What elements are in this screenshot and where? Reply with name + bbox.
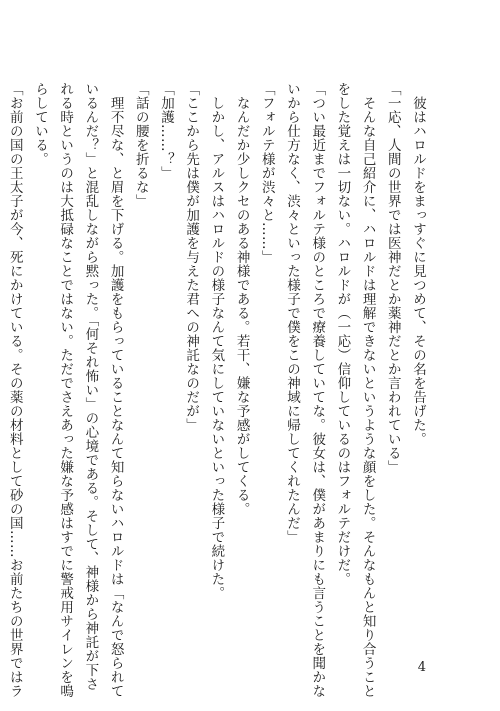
- vertical-text-body: [6, 82, 430, 698]
- page-number: 4: [417, 660, 426, 675]
- text-line: 「フォルテ様が渋々と……」: [258, 82, 275, 264]
- text-line: 「話の腰を折るな」: [132, 82, 149, 208]
- text-line: 「加護……？」: [157, 82, 174, 180]
- text-line: をした覚えは一切ない。ハロルドが（一応）信仰しているのはフォルテだけだ。: [334, 82, 351, 586]
- text-line: そんな自己紹介に、ハロルドは理解できないというような顔をした。そんなもんと知り合うこと: [359, 82, 376, 698]
- text-line: れる時というのは大抵碌なことではない。ただでさえあった嫌な予感はすでに警戒用サイレンを鳴: [57, 82, 74, 698]
- text-line: 「ここから先は僕が加護を与えた君への神託なのだが」: [183, 82, 200, 432]
- text-line: 理不尽な、と眉を下げる。加護をもらっていることなんて知らないハロルドは「なんで怒られて: [107, 82, 124, 698]
- text-line: 「お前の国の王太子が今、死にかけている。その薬の材料として砂の国……お前たちの世界ではラ: [6, 82, 23, 698]
- text-line: 「一応、人間の世界では医神だとか薬神だとか言われている」: [384, 82, 401, 474]
- text-line: しかし、アルスはハロルドの様子なんて気にしていないといった様子で続けた。: [208, 82, 225, 600]
- text-line: らしている。: [31, 82, 48, 166]
- text-line: 彼はハロルドをまっすぐに見つめて、その名を告げた。: [410, 82, 426, 446]
- text-line: いから仕方なく、渋々といった様子で僕をこの神域に帰してくれたんだ」: [283, 82, 300, 544]
- text-line: 「つい最近までフォルテ様のところで療養していてな。彼女は、僕があまりにも言うことを聞かな: [309, 82, 326, 698]
- text-line: いるんだ？」と混乱しながら黙った。「何それ怖い」の心境である。そして、神様から神託が下さ: [82, 82, 99, 692]
- text-line: なんだか少しクセのある神様である。若干、嫌な予感がしてくる。: [233, 82, 250, 516]
